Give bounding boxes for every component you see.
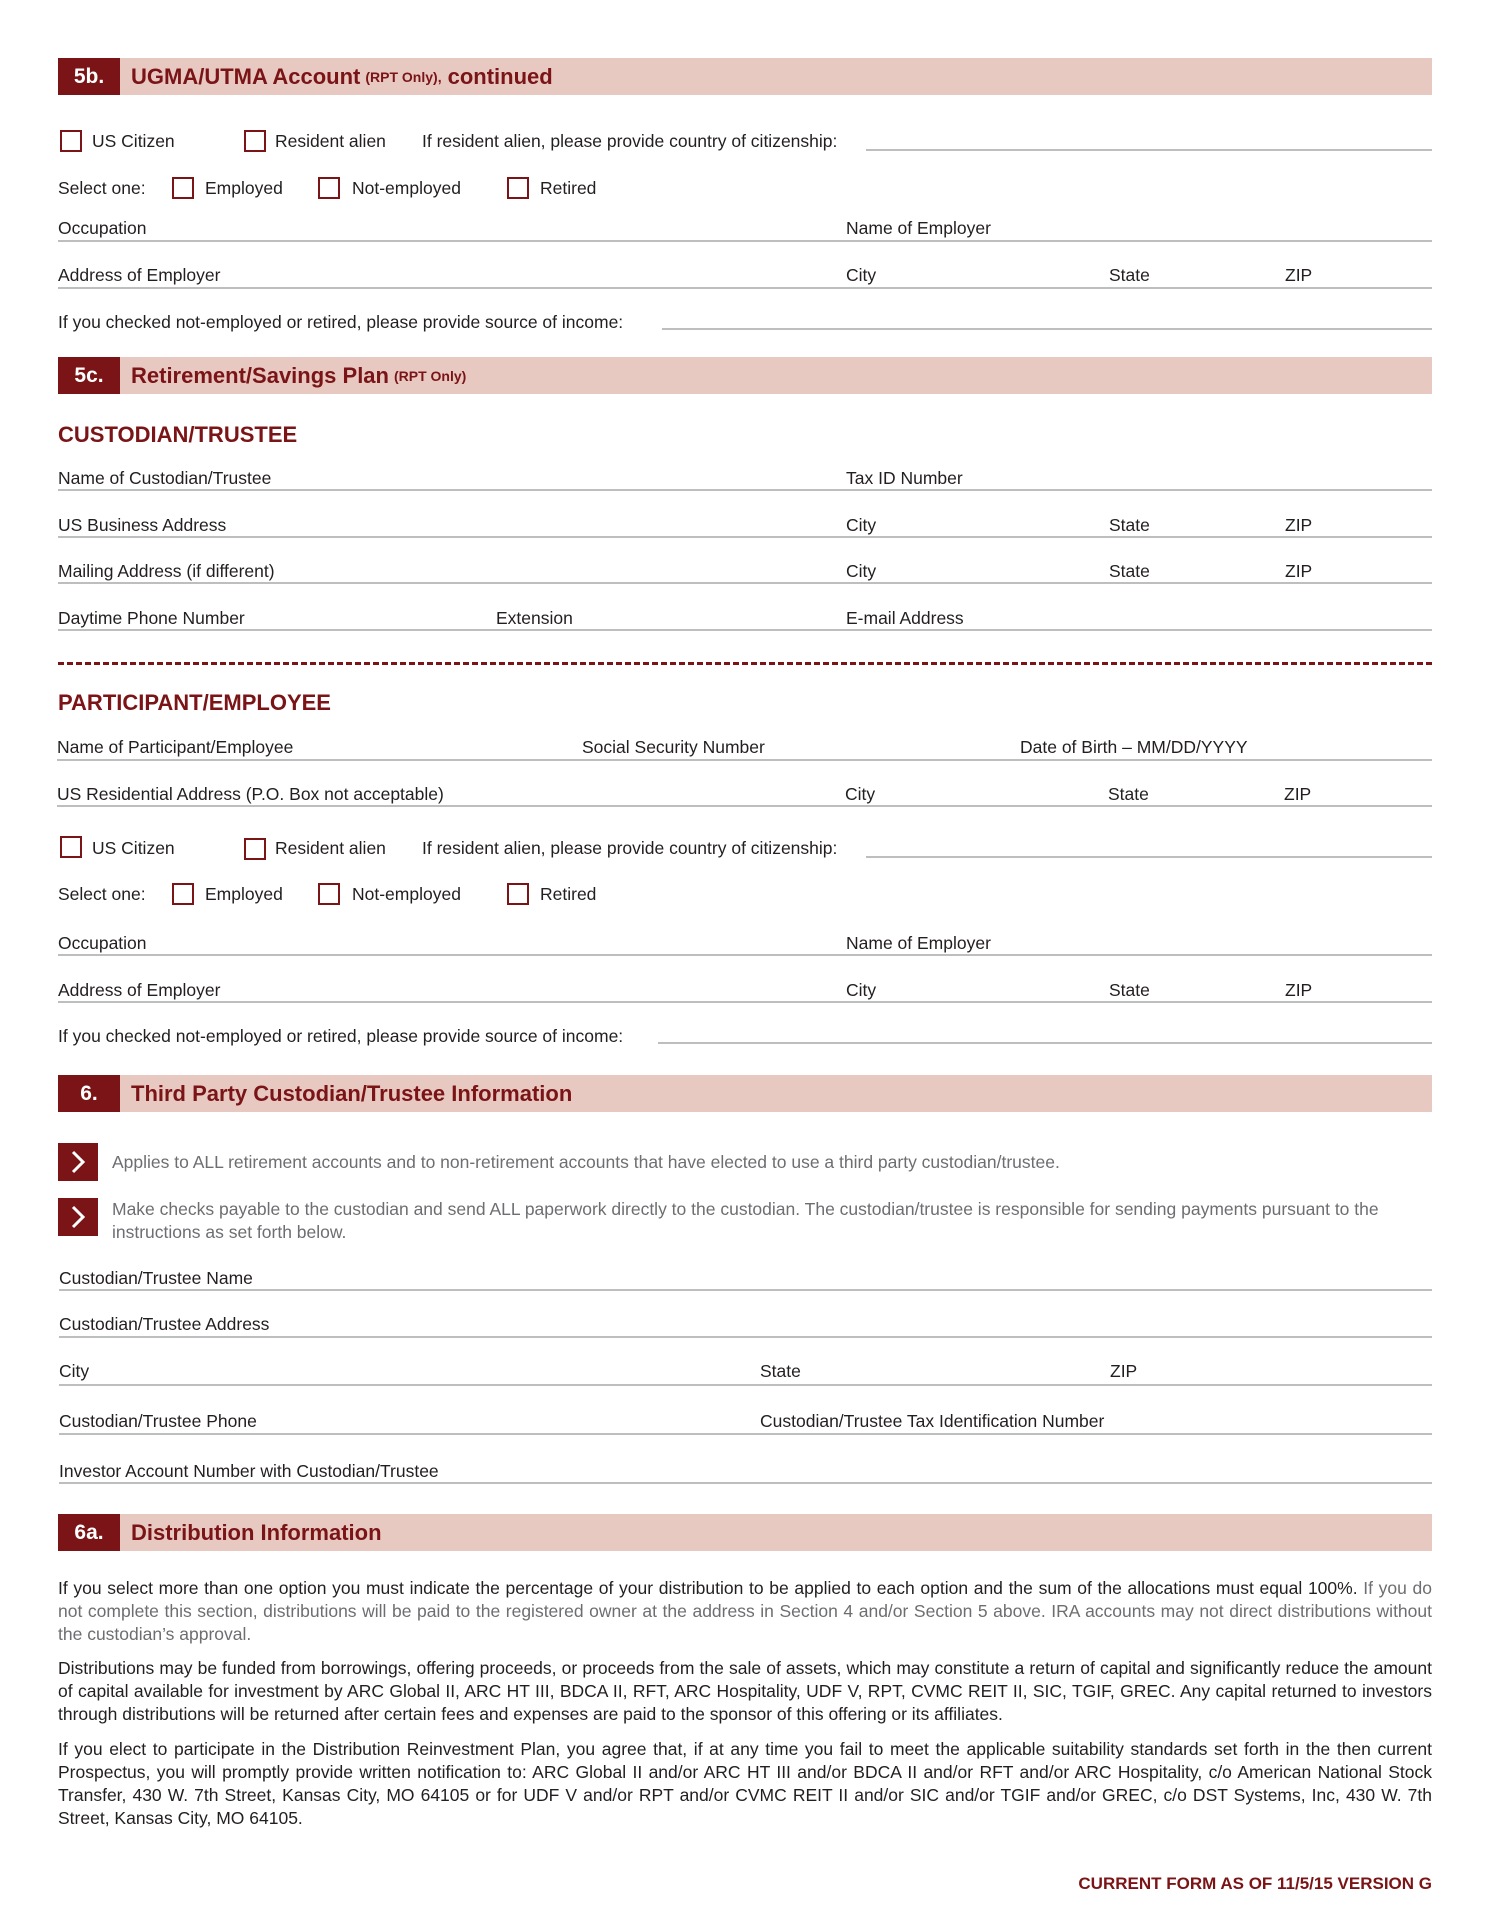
select-one-label: Select one:	[58, 178, 146, 198]
employer-address-label: Address of Employer	[58, 980, 221, 1000]
section-title-suffix: continued	[447, 63, 553, 89]
employer-name-label: Name of Employer	[846, 933, 991, 953]
occupation-label: Occupation	[58, 933, 147, 953]
retired-checkbox[interactable]	[507, 883, 529, 905]
zip-label: ZIP	[1285, 980, 1313, 1000]
country-prompt: If resident alien, please provide country of citizenship:	[422, 838, 838, 858]
phone-tin-field[interactable]	[59, 1433, 1432, 1435]
us-citizen-checkbox[interactable]	[60, 130, 82, 152]
state-label: State	[1109, 515, 1150, 535]
section-title-qualifier: (RPT Only)	[393, 367, 467, 384]
occupation-employer-field[interactable]	[58, 240, 1432, 242]
section-number: 5c.	[58, 357, 120, 394]
section-5c-header	[58, 357, 1432, 394]
employer-address-field[interactable]	[58, 287, 1432, 289]
tax-id-label: Tax ID Number	[846, 468, 963, 488]
country-prompt: If resident alien, please provide country of citizenship:	[422, 131, 838, 151]
custodian-name-label: Name of Custodian/Trustee	[58, 468, 272, 488]
ssn-label: Social Security Number	[582, 737, 765, 757]
custodian-tin-label: Custodian/Trustee Tax Identification Number	[760, 1411, 1105, 1431]
occupation-employer-field[interactable]	[58, 954, 1432, 956]
us-citizen-label: US Citizen	[92, 131, 175, 151]
section-title	[131, 58, 553, 95]
not-employed-checkbox[interactable]	[318, 883, 340, 905]
source-income-prompt: If you checked not-employed or retired, please provide source of income:	[58, 1026, 624, 1046]
resident-alien-checkbox[interactable]	[244, 838, 266, 860]
custodian-address-label: Custodian/Trustee Address	[59, 1314, 270, 1334]
country-field[interactable]	[866, 856, 1432, 858]
employer-address-field[interactable]	[58, 1001, 1432, 1003]
us-citizen-label: US Citizen	[92, 838, 175, 858]
state-label: State	[760, 1361, 801, 1381]
custodian-name-label: Custodian/Trustee Name	[59, 1268, 253, 1288]
chevron-right-icon	[58, 1143, 98, 1181]
custodian-name-field[interactable]	[58, 489, 1432, 491]
participant-name-label: Name of Participant/Employee	[57, 737, 294, 757]
custodian-phone-label: Custodian/Trustee Phone	[59, 1411, 257, 1431]
default-distribution-text: If you do not complete this section, distributions will be paid to the registered owner at the address in Section 4 and/or Section 5 above. IRA accounts may not direct distributions without the custodian’s approval.	[58, 1578, 1432, 1644]
participant-name-field[interactable]	[57, 759, 1432, 761]
retired-checkbox[interactable]	[507, 177, 529, 199]
dob-label: Date of Birth – MM/DD/YYYY	[1020, 737, 1248, 757]
city-label: City	[846, 265, 877, 285]
section-title: Third Party Custodian/Trustee Information	[131, 1080, 573, 1106]
form-version-footer: CURRENT FORM AS OF 11/5/15 VERSION G	[1078, 1874, 1432, 1893]
participant-heading: PARTICIPANT/EMPLOYEE	[58, 690, 331, 715]
section-6a-header	[58, 1514, 1432, 1551]
custodian-name-field[interactable]	[59, 1289, 1432, 1291]
note-applies: Applies to ALL retirement accounts and to non-retirement accounts that have elected to use a third party custodian/trustee.	[112, 1152, 1060, 1172]
employed-label: Employed	[205, 178, 283, 198]
business-address-field[interactable]	[58, 536, 1432, 538]
chevron-right-icon	[58, 1198, 98, 1236]
section-title-text: Retirement/Savings Plan	[131, 362, 389, 388]
not-employed-label: Not-employed	[352, 884, 461, 904]
select-one-label: Select one:	[58, 884, 146, 904]
phone-label: Daytime Phone Number	[58, 608, 245, 628]
section-5b-header	[58, 58, 1432, 95]
extension-label: Extension	[496, 608, 573, 628]
residential-address-label: US Residential Address (P.O. Box not acceptable)	[57, 784, 444, 804]
not-employed-label: Not-employed	[352, 178, 461, 198]
section-title-text: UGMA/UTMA Account	[131, 63, 361, 89]
not-employed-checkbox[interactable]	[318, 177, 340, 199]
state-label: State	[1109, 561, 1150, 581]
city-label: City	[845, 784, 876, 804]
investor-account-label: Investor Account Number with Custodian/Trustee	[59, 1461, 439, 1481]
employer-name-label: Name of Employer	[846, 218, 991, 238]
state-label: State	[1108, 784, 1149, 804]
retired-label: Retired	[540, 884, 597, 904]
retired-label: Retired	[540, 178, 597, 198]
section-number: 6a.	[58, 1514, 120, 1551]
zip-label: ZIP	[1285, 561, 1313, 581]
source-income-field[interactable]	[662, 328, 1432, 330]
distribution-paragraph-2: Distributions may be funded from borrowings, offering proceeds, or proceeds from the sale of assets, which may constitute a return of capital and significantly reduce the amount of capital available for investment by ARC Global II, ARC HT III, BDCA II, RFT, ARC Hospitality, UDF V, RPT, CVMC REIT II, SIC, TGIF, GREC. Any capital returned to investors through distributions will be returned after certain fees and expenses are paid to the sponsor of this offering or its affiliates.	[58, 1658, 1432, 1724]
city-label: City	[59, 1361, 90, 1381]
city-label: City	[846, 515, 877, 535]
zip-label: ZIP	[1284, 784, 1312, 804]
custodian-address-field[interactable]	[59, 1336, 1432, 1338]
allocation-rule-text: If you select more than one option you must indicate the percentage of your distribution to be applied to each option and the sum of the allocations must equal 100%.	[58, 1578, 1358, 1598]
business-address-label: US Business Address	[58, 515, 227, 535]
section-number: 6.	[58, 1075, 120, 1112]
resident-alien-label: Resident alien	[275, 838, 386, 858]
section-divider	[58, 662, 1432, 665]
section-title: Distribution Information	[131, 1519, 382, 1545]
city-label: City	[846, 980, 877, 1000]
note-checks-payable: Make checks payable to the custodian and send ALL paperwork directly to the custodian. The custodian/trustee is responsible for sending payments pursuant to the instructions as set forth below.	[112, 1199, 1379, 1242]
resident-alien-checkbox[interactable]	[244, 130, 266, 152]
employer-address-label: Address of Employer	[58, 265, 221, 285]
custodian-heading: CUSTODIAN/TRUSTEE	[58, 422, 298, 447]
section-title-qualifier: (RPT Only),	[365, 68, 442, 85]
section-title	[131, 357, 466, 394]
residential-address-field[interactable]	[57, 805, 1432, 807]
zip-label: ZIP	[1285, 515, 1313, 535]
us-citizen-checkbox[interactable]	[60, 836, 82, 858]
country-field[interactable]	[866, 149, 1432, 151]
city-state-zip-field[interactable]	[59, 1384, 1432, 1386]
employed-label: Employed	[205, 884, 283, 904]
employed-checkbox[interactable]	[172, 883, 194, 905]
employed-checkbox[interactable]	[172, 177, 194, 199]
state-label: State	[1109, 265, 1150, 285]
city-label: City	[846, 561, 877, 581]
zip-label: ZIP	[1285, 265, 1313, 285]
section-number: 5b.	[58, 58, 120, 95]
mailing-address-label: Mailing Address (if different)	[58, 561, 275, 581]
resident-alien-label: Resident alien	[275, 131, 386, 151]
source-income-prompt: If you checked not-employed or retired, please provide source of income:	[58, 312, 624, 332]
phone-email-field[interactable]	[58, 629, 1432, 631]
distribution-paragraph-3: If you elect to participate in the Distribution Reinvestment Plan, you agree that, if at any time you fail to meet the applicable suitability standards set forth in the then current Prospectus, you will promptly provide written notification to: ARC Global II and/or ARC HT III and/or BDCA II and/or RFT and/or ARC Hospitality, c/o American National Stock Transfer, 430 W. 7th Street, Kansas City, MO 64105 or for UDF V and/or RPT and/or CVMC REIT II and/or SIC and/or TGIF and/or GREC, c/o DST Systems, Inc, 430 W. 7th Street, Kansas City, MO 64105.	[58, 1739, 1432, 1828]
zip-label: ZIP	[1110, 1361, 1138, 1381]
section-6-header	[58, 1075, 1432, 1112]
state-label: State	[1109, 980, 1150, 1000]
investor-account-field[interactable]	[59, 1482, 1432, 1484]
email-label: E-mail Address	[846, 608, 964, 628]
occupation-label: Occupation	[58, 218, 147, 238]
mailing-address-field[interactable]	[58, 582, 1432, 584]
distribution-paragraph-1	[58, 1577, 1432, 1646]
source-income-field[interactable]	[658, 1042, 1432, 1044]
